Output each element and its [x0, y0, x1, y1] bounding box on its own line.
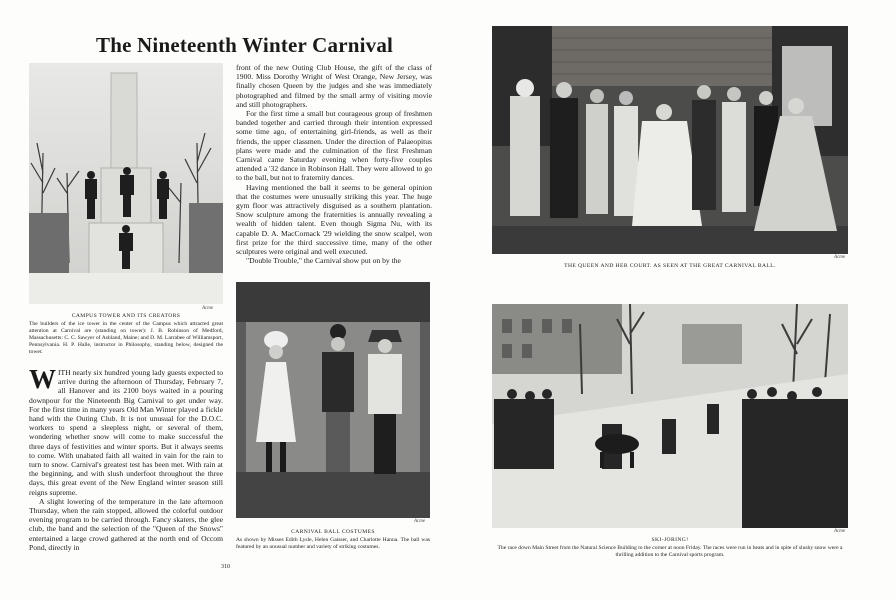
ice-tower-image — [29, 63, 223, 304]
paragraph: front of the new Outing Club House, the gift of the class of 1900. Miss Dorothy Wright of West Orange, New Jersey, was finally chosen Queen by the judges and she was immediately photographed and filmed by the small army of visiting movie and still photographers. — [236, 63, 432, 109]
tower-caption-text: The builders of the ice tower in the center of the Campus which attracted great attention at Carnival are (standing on tower): J. B. Robinson of Medford, Massachusetts: C. C. Sawyer of Ashland, Maine; and D. M. Larrabee of Williamsport, Pennsylvania. H. P. Halle, instructor in Philosophy, standing below, designed the tower. — [29, 321, 223, 355]
article-title: The Nineteenth Winter Carnival — [96, 33, 394, 57]
costumes-photo — [236, 282, 430, 518]
body-column-right — [236, 63, 432, 265]
tower-photo-credit: Acme — [202, 306, 214, 311]
ski-photo-credit: Acme — [834, 529, 846, 534]
tower-caption-title: CAMPUS TOWER AND ITS CREATORS — [71, 313, 181, 319]
paragraph: Having mentioned the ball it seems to be general opinion that the costumes were unusually striking this year. The huge gym floor was attractively disguised as a southern plantation. Snow sculpture among the fraternities is annually revealing a wealth of hidden talent. Even though Sigma Nu, with its capable D. A. MacCornack '29 wielding the snow scalpel, won first prize for the third successive time, many of the other sculptures were original and well executed. — [236, 182, 432, 257]
costumes-caption-text: As shown by Misses Edith Lysle, Helen Gaisser, and Charlotte Hanna. The ball was featured by an unusual number and variety of striking costumes. — [236, 537, 430, 550]
body-column-left — [29, 364, 223, 552]
queen-photo-credit: Acme — [834, 255, 846, 260]
paragraph: ITH nearly six hundred young lady guests expected to arrive during the afternoon of Thursday, February 7, all Hanover and its 2100 boys waited in a pouring downpour for the Nineteenth Big Carnival to get under way. For the first time in many years Old Man Winter played a fickle hand with the Outing Club. It is not unusual for the D.O.C. workers to spend a sleepless night, or several of them, wondering whether snow will come to make successful the three days of festivities and winter sports. But it always seems to come. With unabated faith all waited in vain for the rain to turn to snow. Carnival's greatest test has been met. With rain at the beginning, and with slush underfoot throughout the three days, this great event of the New England winter season still reigns supreme. — [29, 368, 223, 497]
ski-joring-image — [492, 304, 848, 528]
ski-caption-title: SKI-JORING! — [651, 537, 689, 543]
paragraph: "Double Trouble," the Carnival show put on by the — [246, 256, 401, 266]
paragraph: A slight lowering of the temperature in the late afternoon Thursday, when the rain stopped, allowed the colorful outdoor evening program to be carried through. Fancy skaters, the glee club, the band and the selection of the "Queen of the Snows" entertained a large crowd gathered at the north end of Occom Pond, directly in — [29, 496, 223, 552]
ski-caption-text: The race down Main Street from the Natural Science Building to the corner at noon Friday. The races were run in heats and in spite of slushy snow were a thrilling addition to the Carnival sports program. — [497, 545, 843, 558]
paragraph: For the first time a small but courageous group of freshmen banded together and carried through their intention expressed some time ago, of entertaining girl-friends, as well as their friends, the upper classmen. Under the direction of Palaeopitus plans were made and the culmination of the first Freshman Carnival came Saturday evening when forty-five couples attended a '32 dance in Robinson Hall. They were allowed to go to the ball, but not to fraternity dances. — [236, 109, 432, 183]
queen-court-image — [492, 26, 848, 254]
costumes-caption-title: CARNIVAL BALL COSTUMES — [291, 529, 375, 535]
page-number: 310 — [221, 564, 230, 570]
queen-caption-title: THE QUEEN AND HER COURT. AS SEEN AT THE GREAT CARNIVAL BALL. — [564, 263, 776, 269]
costumes-image — [236, 282, 430, 518]
costumes-photo-credit: Acme — [414, 519, 426, 524]
queen-court-photo — [492, 26, 848, 254]
ice-tower-photo — [29, 63, 223, 304]
drop-cap: W — [29, 364, 56, 394]
ski-joring-photo — [492, 304, 848, 528]
